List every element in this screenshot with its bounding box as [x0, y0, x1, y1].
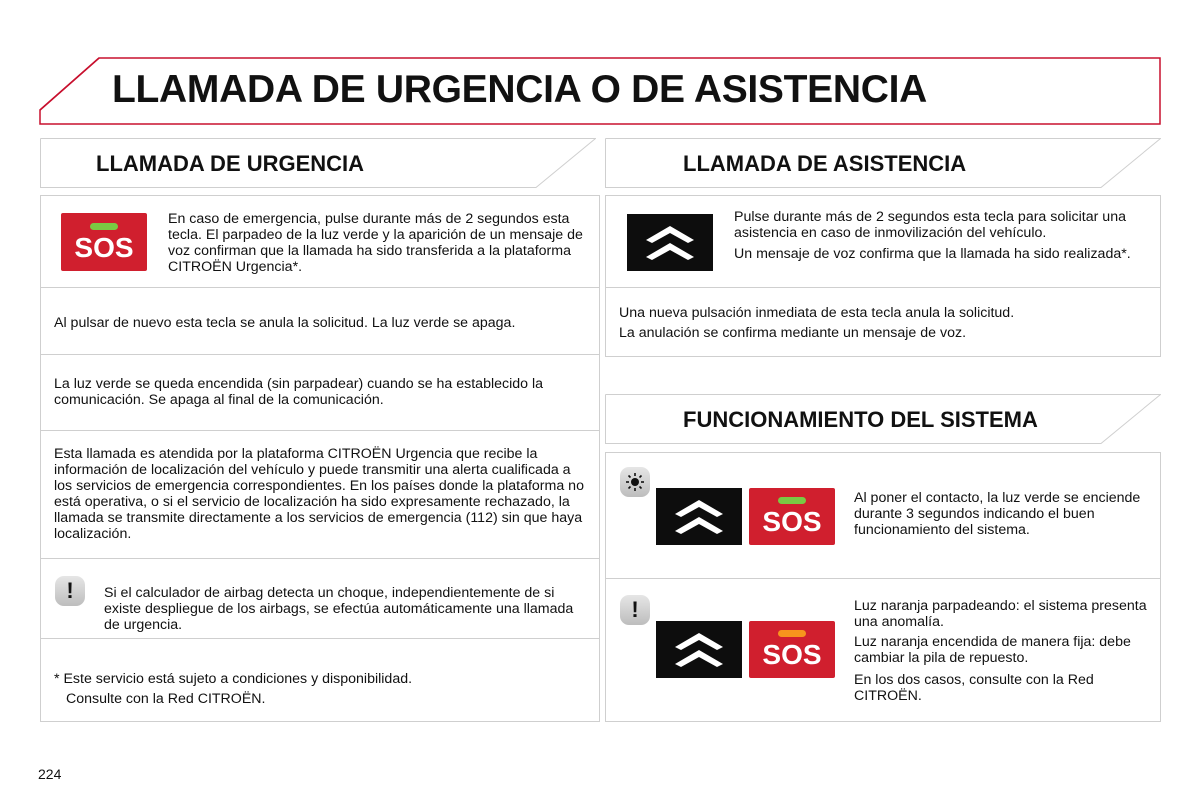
assist-cancel-row	[606, 288, 1160, 356]
cancel-row	[41, 288, 599, 355]
section-heading: FUNCIONAMIENTO DEL SISTEMA	[683, 407, 1038, 432]
section-heading: LLAMADA DE ASISTENCIA	[683, 151, 967, 176]
platform-text: Esta llamada es atendida por la plataforma CITROËN Urgencia que recibe la información de localización del vehículo y puede transmitir una alerta cualificada a los servicios de emergencia correspondientes. En los países donde la plataforma no está operativa, o si el servicio de localización ha sido expresamente rechazado, la llamada se transmite directamente a los servicios de emergencia (112) sin que haya localización.	[54, 446, 584, 542]
chevrons-svg	[673, 630, 725, 670]
page-number: 224	[38, 766, 62, 782]
page-title: LLAMADA DE URGENCIA O DE ASISTENCIA	[112, 68, 928, 111]
assist-panel	[605, 195, 1161, 357]
assist-cancel-2: La anulación se confirma mediante un mensaje de voz.	[619, 325, 967, 341]
sos-button-icon	[749, 488, 835, 545]
system-fault-row	[606, 579, 1160, 721]
sos-label: SOS	[762, 506, 822, 537]
cancel-text: Al pulsar de nuevo esta tecla se anula la solicitud. La luz verde se apaga.	[54, 315, 516, 331]
sos-button-icon	[749, 621, 835, 678]
green-led	[90, 223, 118, 230]
green-light-row	[41, 355, 599, 431]
assist-text-1: Pulse durante más de 2 segundos esta tecla para solicitar una asistencia en caso de inmovilización del vehículo.	[734, 209, 1126, 241]
platform-row	[41, 431, 599, 559]
assist-text-2: Un mensaje de voz confirma que la llamada ha sido realizada*.	[734, 246, 1131, 262]
sos-button-icon	[61, 213, 147, 271]
section-header-urgencia	[40, 138, 596, 188]
chevrons-svg	[673, 497, 725, 537]
assist-cancel-1: Una nueva pulsación inmediata de esta tecla anula la solicitud.	[619, 305, 1015, 321]
light-icon-svg	[625, 472, 645, 492]
warning-icon: !	[55, 576, 85, 606]
system-ok-row	[606, 453, 1160, 579]
page-header	[0, 0, 1200, 135]
footnote-line-1: * Este servicio está sujeto a condiciones y disponibilidad.	[54, 671, 413, 687]
airbag-row	[41, 559, 599, 639]
orange-led	[778, 630, 806, 637]
citroen-chevrons-icon	[656, 488, 742, 545]
intro-row	[41, 196, 599, 288]
citroen-chevrons-icon	[627, 214, 713, 271]
system-panel	[605, 452, 1161, 722]
section-header-funcionamiento	[605, 394, 1161, 444]
fault-text-1: Luz naranja parpadeando: el sistema presenta una anomalía.	[854, 598, 1147, 630]
green-light-text: La luz verde se queda encendida (sin parpadear) cuando se ha establecido la comunicación. Se apaga al final de la comunicación.	[54, 376, 544, 408]
footnote-row	[41, 639, 599, 721]
light-icon	[620, 467, 650, 497]
section-header-asistencia	[605, 138, 1161, 188]
green-led	[778, 497, 806, 504]
warning-icon: !	[620, 595, 650, 625]
airbag-text: Si el calculador de airbag detecta un choque, independientemente de si existe despliegue de los airbags, se efectúa automáticamente una llamada de urgencia.	[104, 585, 574, 633]
sos-label: SOS	[762, 639, 822, 670]
left-panel	[40, 195, 600, 722]
chevrons-svg	[644, 223, 696, 263]
intro-text: En caso de emergencia, pulse durante más de 2 segundos esta tecla. El parpadeo de la luz verde y la aparición de un mensaje de voz confirman que la llamada ha sido transferida a la plataforma CITROËN Urgencia*.	[168, 211, 583, 275]
sos-label: SOS	[74, 231, 134, 263]
fault-text-2: Luz naranja encendida de manera fija: debe cambiar la pila de repuesto.	[854, 634, 1131, 666]
assist-row	[606, 196, 1160, 288]
section-heading: LLAMADA DE URGENCIA	[96, 151, 365, 176]
system-ok-text: Al poner el contacto, la luz verde se enciende durante 3 segundos indicando el buen funcionamiento del sistema.	[854, 490, 1141, 538]
citroen-chevrons-icon	[656, 621, 742, 678]
fault-text-3: En los dos casos, consulte con la Red CITROËN.	[854, 672, 1094, 704]
footnote-line-2: Consulte con la Red CITROËN.	[66, 691, 266, 707]
